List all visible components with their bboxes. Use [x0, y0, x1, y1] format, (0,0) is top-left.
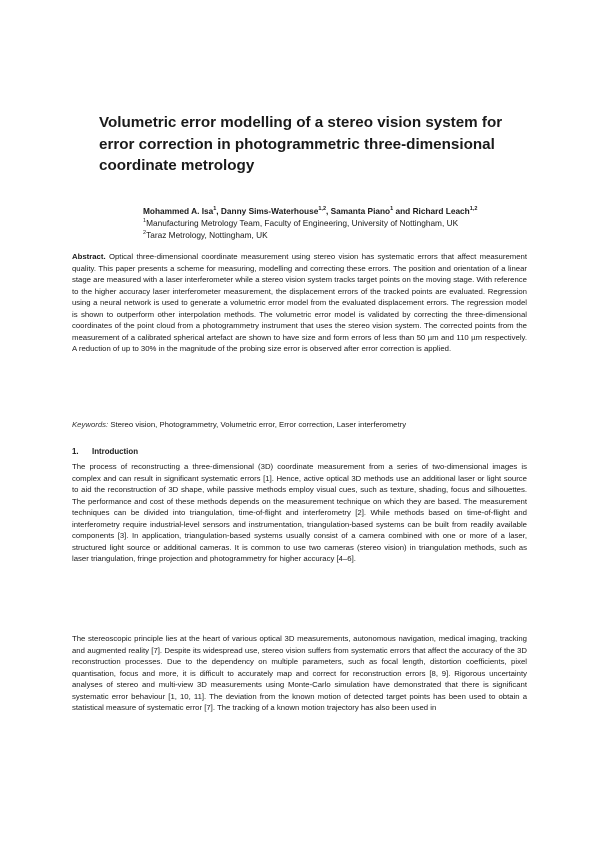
affiliation-1	[143, 217, 543, 229]
author-separator: ,	[326, 206, 331, 216]
affiliation-text: Manufacturing Metrology Team, Faculty of Engineering, University of Nottingham, UK	[146, 218, 459, 228]
abstract-label: Abstract.	[72, 252, 106, 261]
keywords	[72, 419, 527, 431]
author-block	[143, 205, 543, 241]
body-paragraph: The stereoscopic principle lies at the heart of various optical 3D measurements, autonomous navigation, medical imaging, tracking and augmented reality [7]. Despite its widespread use, stereo vision suffers from systematic errors that affect the accuracy of the 3D reconstruction processes. Due to the dependency on multiple parameters, such as focal length, distortion coefficients, pixel quantisation, focus and more, it is difficult to accurately map and correct for reconstruction errors [8, 9]. Rigorous uncertainty analyses of stereo and multi-view 3D measurements using Monte-Carlo simulation have demonstrated that there is significant systematic error behaviour [1, 10, 11]. The deviation from the known motion of detected target points has been used to obtain a statistical measure of systematic error [7]. The tracking of a known motion trajectory has also been used in	[72, 634, 527, 713]
abstract-text: Optical three-dimensional coordinate measurement using stereo vision has systematic errors that affect measurement quality. This paper presents a scheme for measuring, modelling and correcting these errors. The position and orientation of a linear stage are measured with a laser interferometer while a stereo vision system tracks target points on the moving stage. With reference to the higher accuracy laser interferometer measurement, the displacement errors of the tracked points are evaluated. Regression using a neural network is used to generate a volumetric error model from the evaluated displacement errors. The regression model is shown to outperform other interpolation methods. The volumetric error model is validated by correcting the three-dimensional coordinates of the point cloud from a photogrammetry instrument that uses the stereo vision system. The corrected points from the measurement of a calibrated spherical artefact are shown to have size and form errors of less than 50 µm and 110 µm respectively. A reduction of up to 30% in the magnitude of the probing size error is observed after error correction is applied.	[72, 252, 527, 354]
author-separator: ,	[216, 206, 221, 216]
keywords-label: Keywords:	[72, 420, 109, 429]
author-affiliation-mark: 1	[213, 206, 217, 212]
section-heading	[72, 446, 138, 457]
author-name: Danny Sims-Waterhouse	[220, 206, 319, 216]
author-affiliation-mark: 1	[390, 206, 394, 212]
affiliation-2	[143, 229, 543, 241]
abstract	[72, 251, 527, 355]
author-list	[143, 205, 543, 217]
author-name: Richard Leach	[412, 206, 470, 216]
paper-title: Volumetric error modelling of a stereo vision system for error correction in photogrammetric three-dimensional coordinate metrology	[99, 114, 503, 174]
section-number: 1.	[72, 447, 79, 456]
author-affiliation-mark: 1,2	[469, 206, 478, 212]
section-title: Introduction	[92, 447, 139, 456]
affiliation-mark: 1	[143, 218, 147, 224]
author-name: Mohammed A. Isa	[143, 206, 214, 216]
affiliation-mark: 2	[143, 230, 147, 236]
author-name: Samanta Piano	[330, 206, 391, 216]
body-paragraph: The process of reconstructing a three-dimensional (3D) coordinate measurement from a series of two-dimensional images is complex and can result in significant systematic errors [1]. Hence, active optical 3D methods use an additional laser or light source to aid the reconstruction of 3D shape, while passive methods employ visual cues, such as texture, shading, focus and silhouettes. The performance and cost of these methods depends on the measurement technique on which they are based. The measurement techniques can be divided into triangulation, time-of-flight and interferometry [2]. While methods based on time-of-flight and interferometry require industrial-level sensors and instrumentation, triangulation-based systems can be built from readily available components [3]. In application, triangulation-based systems usually consist of a camera combined with one or more of a laser, structured light source or additional cameras. It is common to use two cameras (stereo vision) in triangulation methods, such as laser triangulation, fringe projection and photogrammetry for higher accuracy [4–6].	[72, 462, 527, 564]
affiliation-text: Taraz Metrology, Nottingham, UK	[146, 230, 268, 240]
author-separator: and	[393, 206, 413, 216]
keywords-text: Stereo vision, Photogrammetry, Volumetric error, Error correction, Laser interferometry	[108, 420, 407, 429]
author-affiliation-mark: 1,2	[318, 206, 327, 212]
